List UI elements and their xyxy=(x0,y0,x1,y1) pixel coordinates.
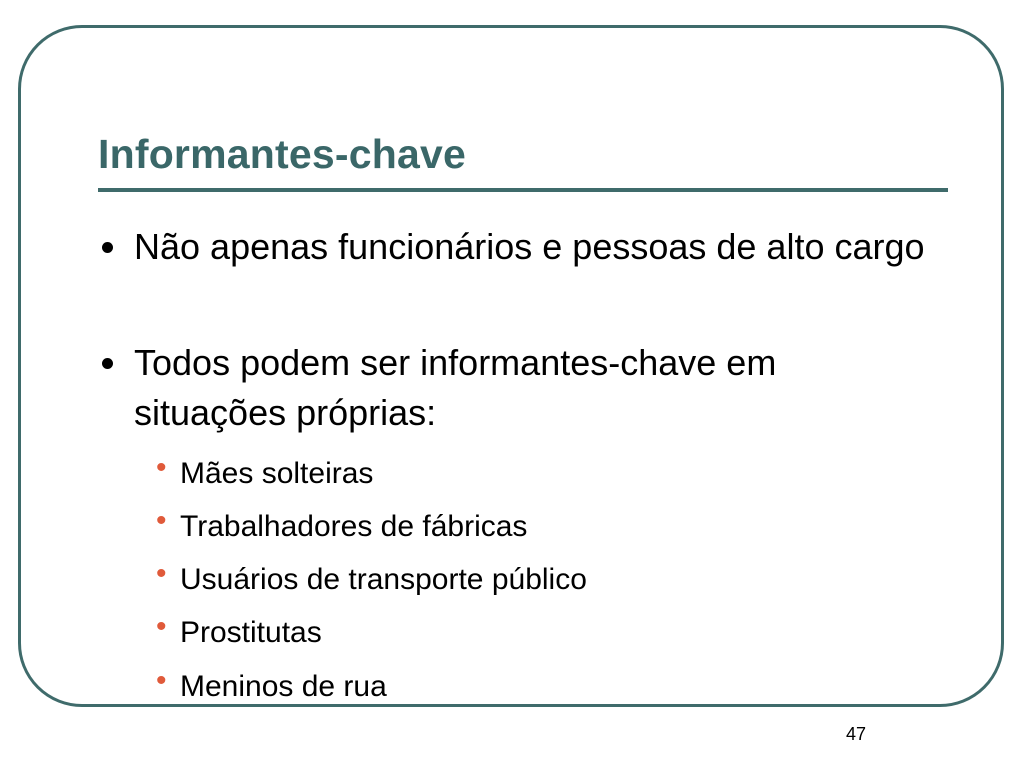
sub-bullet-item xyxy=(146,504,846,547)
sub-bullet-dot-icon: • xyxy=(156,664,167,697)
bullet-dot-icon xyxy=(102,358,113,369)
sub-bullet-dot-icon: • xyxy=(156,451,167,484)
sub-bullet-item xyxy=(146,664,846,707)
sub-bullet-text: Usuários de transporte público xyxy=(180,563,587,596)
bullet-dot-icon xyxy=(102,242,113,253)
sub-bullet-text: Prostitutas xyxy=(180,616,322,649)
bullet-item xyxy=(98,222,938,272)
bullet-text: Não apenas funcionários e pessoas de alto cargo xyxy=(134,226,925,267)
title-underline xyxy=(98,188,948,192)
sub-bullet-item xyxy=(146,610,846,653)
bullet-text: Todos podem ser informantes-chave em situações próprias: xyxy=(134,342,777,433)
sub-bullet-text: Meninos de rua xyxy=(180,670,387,703)
sub-bullet-dot-icon: • xyxy=(156,504,167,537)
sub-bullet-dot-icon: • xyxy=(156,610,167,643)
slide-title: Informantes-chave xyxy=(98,131,466,177)
sub-bullet-item xyxy=(146,451,846,494)
page-number: 47 xyxy=(845,724,867,744)
sub-bullet-dot-icon: • xyxy=(156,557,167,590)
sub-bullet-item xyxy=(146,557,846,600)
sub-bullet-text: Trabalhadores de fábricas xyxy=(180,510,528,543)
bullet-item xyxy=(98,338,938,438)
sub-bullet-text: Mães solteiras xyxy=(180,457,374,490)
